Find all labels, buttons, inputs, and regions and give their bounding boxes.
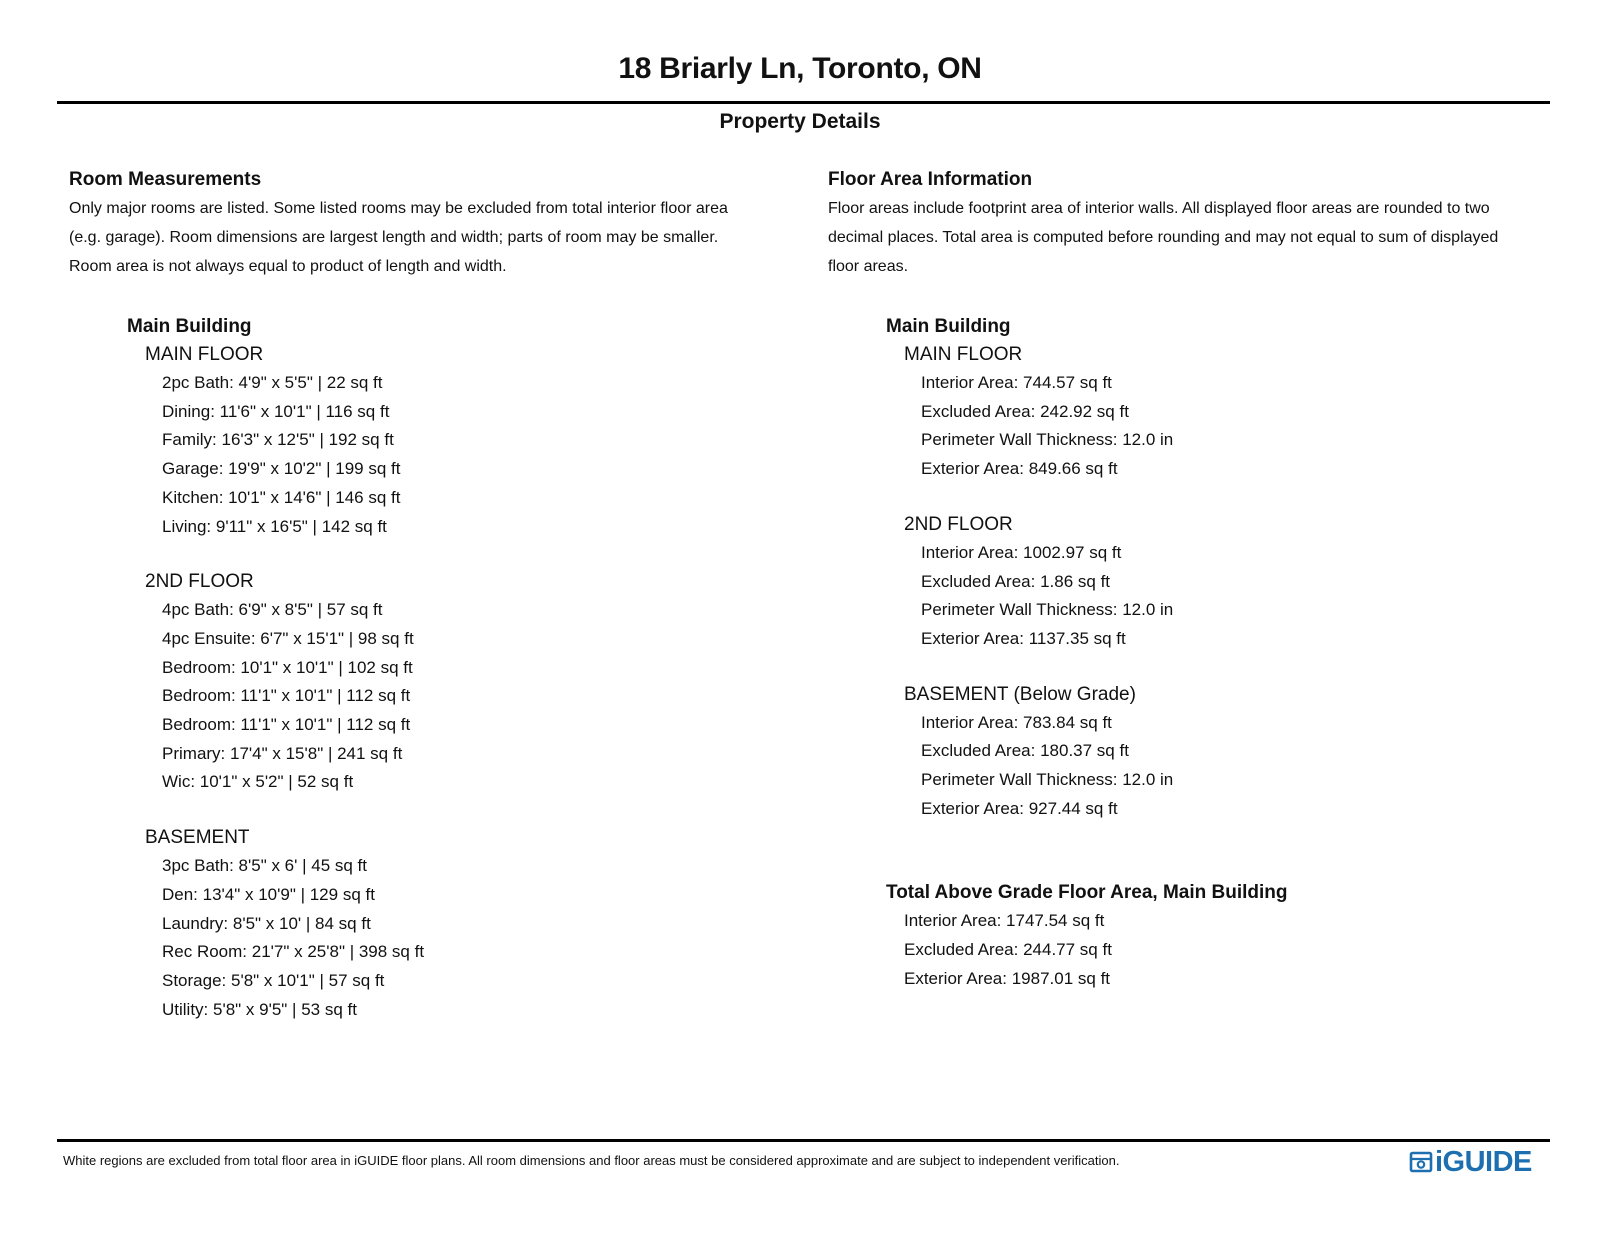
- room-floor-main: [145, 341, 789, 541]
- floor-area-section: [828, 166, 1558, 994]
- room-row: Garage: 19'9" x 10'2" | 199 sq ft: [162, 459, 401, 479]
- area-row: Perimeter Wall Thickness: 12.0 in: [921, 430, 1174, 450]
- logo-text: iGUIDE: [1435, 1146, 1532, 1178]
- area-row: Interior Area: 783.84 sq ft: [921, 712, 1112, 732]
- room-row: Wic: 10'1" x 5'2" | 52 sq ft: [162, 772, 354, 792]
- page-title: 18 Briarly Ln, Toronto, ON: [618, 52, 982, 85]
- room-row: Kitchen: 10'1" x 14'6" | 146 sq ft: [162, 487, 401, 507]
- floor-name: 2ND FLOOR: [904, 513, 1013, 535]
- area-row: Exterior Area: 927.44 sq ft: [921, 798, 1118, 818]
- room-measurements-desc-line: (e.g. garage). Room dimensions are largest length and width; parts of room may be smaller.: [69, 229, 719, 246]
- room-row: Rec Room: 21'7" x 25'8" | 398 sq ft: [162, 942, 425, 962]
- room-row: 4pc Bath: 6'9" x 8'5" | 57 sq ft: [162, 600, 383, 620]
- room-row: Bedroom: 11'1" x 10'1" | 112 sq ft: [162, 715, 411, 735]
- area-row: Interior Area: 1002.97 sq ft: [921, 542, 1122, 562]
- room-row: 3pc Bath: 8'5" x 6' | 45 sq ft: [162, 856, 368, 876]
- area-floor-basement: [904, 681, 1558, 824]
- room-floor-2nd: [145, 568, 789, 797]
- room-row: 2pc Bath: 4'9" x 5'5" | 22 sq ft: [162, 373, 383, 392]
- floor-name: MAIN FLOOR: [904, 344, 1023, 365]
- total-row: Interior Area: 1747.54 sq ft: [904, 911, 1105, 931]
- footer-divider: [57, 1139, 1550, 1142]
- area-row: Perimeter Wall Thickness: 12.0 in: [921, 600, 1174, 620]
- room-measurements-desc-line: Room area is not always equal to product of length and width.: [69, 258, 507, 275]
- iguide-logo: [1409, 1147, 1532, 1177]
- area-floor-main: [904, 341, 1558, 484]
- area-row: Exterior Area: 1137.35 sq ft: [921, 628, 1126, 648]
- area-row: Excluded Area: 1.86 sq ft: [921, 571, 1111, 591]
- room-row: Family: 16'3" x 12'5" | 192 sq ft: [162, 430, 394, 450]
- total-row: Exterior Area: 1987.01 sq ft: [904, 968, 1111, 988]
- room-floor-basement: [145, 824, 789, 1024]
- room-building-group: [127, 313, 789, 1024]
- room-row: Bedroom: 10'1" x 10'1" | 102 sq ft: [162, 657, 413, 677]
- room-row: Utility: 5'8" x 9'5" | 53 sq ft: [162, 999, 357, 1019]
- footer-disclaimer: White regions are excluded from total floor area in iGUIDE floor plans. All room dimensions and floor areas must be considered approximate and are subject to independent verification.: [63, 1153, 1120, 1168]
- building-title: Main Building: [886, 316, 1011, 337]
- header-divider: [57, 101, 1550, 104]
- room-measurements-heading: Room Measurements: [69, 169, 262, 190]
- area-row: Interior Area: 744.57 sq ft: [921, 373, 1112, 392]
- room-row: Laundry: 8'5" x 10' | 84 sq ft: [162, 913, 371, 933]
- area-row: Excluded Area: 180.37 sq ft: [921, 741, 1129, 761]
- room-row: 4pc Ensuite: 6'7" x 15'1" | 98 sq ft: [162, 628, 414, 648]
- building-title: Main Building: [127, 316, 252, 337]
- room-row: Primary: 17'4" x 15'8" | 241 sq ft: [162, 743, 403, 763]
- area-building-group: [886, 313, 1558, 823]
- room-measurements-desc-line: Only major rooms are listed. Some listed rooms may be excluded from total interior floor area: [69, 200, 728, 217]
- room-row: Dining: 11'6" x 10'1" | 116 sq ft: [162, 401, 390, 421]
- room-measurements-section: [69, 166, 789, 1024]
- total-row: Excluded Area: 244.77 sq ft: [904, 940, 1112, 960]
- floor-name: MAIN FLOOR: [145, 344, 264, 365]
- area-row: Excluded Area: 242.92 sq ft: [921, 401, 1129, 421]
- area-row: Exterior Area: 849.66 sq ft: [921, 459, 1118, 479]
- floor-name: BASEMENT (Below Grade): [904, 683, 1136, 705]
- area-row: Perimeter Wall Thickness: 12.0 in: [921, 770, 1174, 790]
- floor-area-desc-line: floor areas.: [828, 258, 909, 275]
- room-row: Living: 9'11" x 16'5" | 142 sq ft: [162, 516, 387, 536]
- floor-area-desc-line: decimal places. Total area is computed before rounding and may not equal to sum of displayed: [828, 229, 1499, 246]
- floor-area-desc-line: Floor areas include footprint area of interior walls. All displayed floor areas are rounded to two: [828, 200, 1490, 217]
- iguide-camera-icon: [1409, 1150, 1433, 1174]
- floor-area-heading: Floor Area Information: [828, 169, 1033, 190]
- area-floor-2nd: [904, 511, 1558, 654]
- floor-name: BASEMENT: [145, 827, 250, 849]
- total-heading: Total Above Grade Floor Area, Main Building: [886, 882, 1288, 904]
- room-row: Bedroom: 11'1" x 10'1" | 112 sq ft: [162, 686, 411, 706]
- room-row: Storage: 5'8" x 10'1" | 57 sq ft: [162, 970, 385, 990]
- room-row: Den: 13'4" x 10'9" | 129 sq ft: [162, 884, 375, 904]
- page-subtitle: Property Details: [719, 110, 881, 133]
- total-above-grade-group: [886, 879, 1558, 993]
- floor-name: 2ND FLOOR: [145, 571, 254, 593]
